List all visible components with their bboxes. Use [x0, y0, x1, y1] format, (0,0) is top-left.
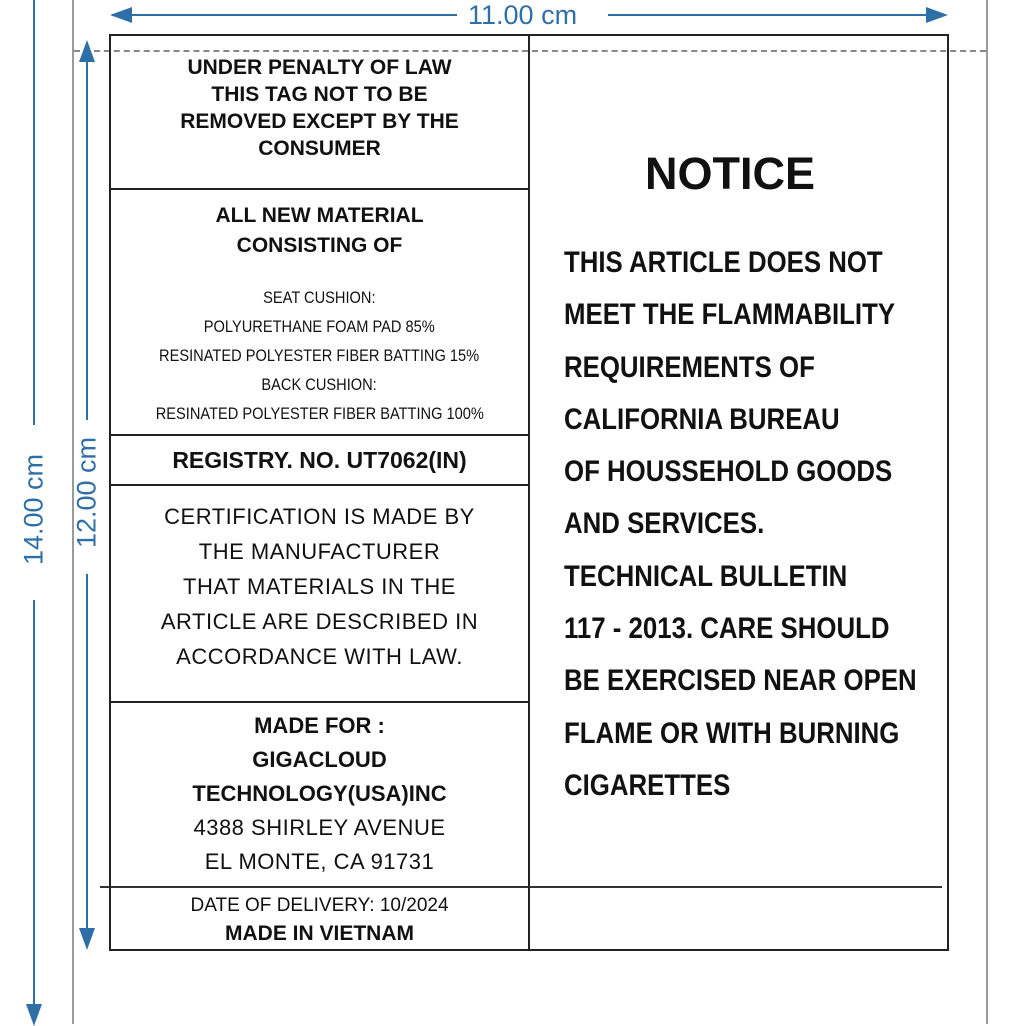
certification-line: CERTIFICATION IS MADE BY [164, 504, 475, 529]
notice-line: 117 - 2013. CARE SHOULD [564, 612, 890, 646]
material-detail-line: RESINATED POLYESTER FIBER BATTING 15% [159, 346, 480, 365]
width-label: 11.00 cm [468, 0, 578, 30]
law-warning-line: CONSUMER [258, 137, 381, 160]
outer-height-line-top [33, 0, 35, 425]
notice-line: OF HOUSSEHOLD GOODS [564, 455, 893, 489]
width-dimension-line-right [608, 14, 943, 16]
company-name-line: GIGACLOUD [252, 747, 387, 772]
material-detail-line: POLYURETHANE FOAM PAD 85% [203, 317, 435, 336]
address-line: 4388 SHIRLEY AVENUE [193, 815, 446, 840]
made-for-label: MADE FOR : [254, 713, 385, 738]
width-dimension-line-left [112, 14, 457, 16]
outer-height-arrow-down [26, 1004, 42, 1026]
company-name-line: TECHNOLOGY(USA)INC [192, 781, 447, 806]
notice-body [564, 237, 974, 812]
law-warning-line: THIS TAG NOT TO BE [211, 83, 428, 106]
inner-height-arrow-down [79, 928, 95, 950]
notice-line: MEET THE FLAMMABILITY [564, 298, 896, 332]
registry-number-text: REGISTRY. NO. UT7062(IN) [172, 446, 467, 473]
address-line: EL MONTE, CA 91731 [204, 849, 435, 874]
divider-4 [109, 701, 529, 703]
divider-3 [109, 484, 529, 486]
notice-line: AND SERVICES. [564, 507, 765, 541]
outer-height-line-bottom [33, 600, 35, 1010]
width-arrow-right [926, 7, 948, 23]
material-detail-line: BACK CUSHION: [261, 375, 378, 394]
certification-line: ACCORDANCE WITH LAW. [176, 644, 463, 669]
certification-statement [111, 499, 528, 675]
delivery-and-origin [111, 891, 528, 949]
certification-line: ARTICLE ARE DESCRIBED IN [160, 609, 479, 634]
notice-line: TECHNICAL BULLETIN [564, 559, 848, 593]
inner-height-line-bottom [86, 574, 88, 934]
material-heading-line: ALL NEW MATERIAL [215, 204, 424, 227]
material-detail-line: RESINATED POLYESTER FIBER BATTING 100% [155, 404, 484, 423]
certification-line: THE MANUFACTURER [198, 539, 441, 564]
country-of-origin: MADE IN VIETNAM [225, 922, 414, 945]
notice-line: BE EXERCISED NEAR OPEN [564, 664, 917, 698]
notice-line: THIS ARTICLE DOES NOT [564, 246, 883, 279]
certification-line: THAT MATERIALS IN THE [183, 574, 456, 599]
notice-title: NOTICE [644, 148, 815, 199]
registry-number [111, 436, 528, 484]
material-details [111, 283, 528, 431]
outer-height-label: 14.00 cm [18, 453, 49, 566]
material-heading [111, 200, 528, 262]
law-warning-line: REMOVED EXCEPT BY THE [180, 110, 459, 133]
notice-line: REQUIREMENTS OF [564, 350, 815, 384]
inner-height-line-top [86, 48, 88, 420]
notice-line: FLAME OR WITH BURNING [564, 716, 900, 750]
notice-line: CIGARETTES [564, 768, 731, 802]
law-warning [111, 52, 528, 164]
material-heading-line: CONSISTING OF [236, 234, 403, 257]
divider-1 [109, 188, 529, 190]
inner-height-label: 12.00 cm [71, 436, 102, 549]
material-detail-line: SEAT CUSHION: [263, 288, 376, 307]
made-for-block [111, 709, 528, 881]
outer-right-edge [986, 0, 988, 1024]
width-arrow-left [110, 7, 132, 23]
inner-height-arrow-up [79, 40, 95, 62]
law-warning-line: UNDER PENALTY OF LAW [187, 56, 452, 79]
notice-line: CALIFORNIA BUREAU [564, 402, 840, 436]
date-of-delivery: DATE OF DELIVERY: 10/2024 [190, 895, 449, 916]
